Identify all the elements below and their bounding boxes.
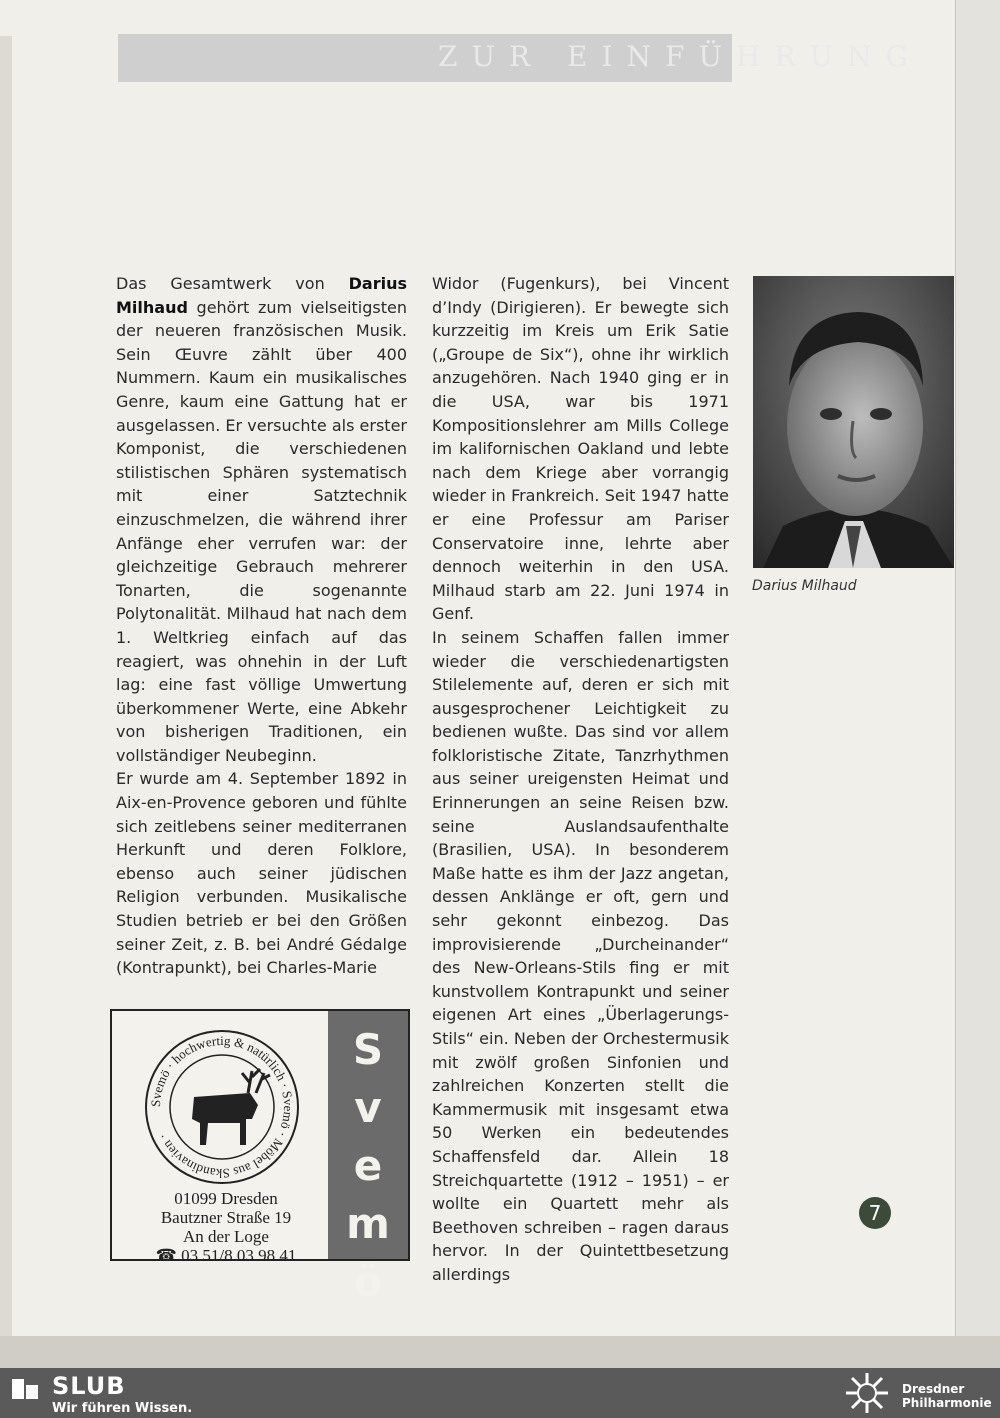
page-edge: [0, 36, 12, 1336]
section-header: [118, 34, 923, 82]
page-right-edge: [955, 0, 1000, 1336]
paragraph: Er wurde am 4. September 1892 in Aix-en-Provence geboren und fühlte sich zeitlebens seiner mediterranen Herkunft und deren Folklore, ebenso auch seiner jüdischen Religion verbunden. Musikalische Studien betrieb er bei den Größen seiner Zeit, z. B. bei André Gédalge (Kontrapunkt), bei Charles-Marie: [116, 769, 407, 978]
slub-logo-icon: [10, 1377, 40, 1401]
slub-name[interactable]: SLUB: [52, 1372, 126, 1400]
slub-tagline: Wir führen Wissen.: [52, 1401, 193, 1416]
partner-name[interactable]: Dresdner Philharmonie: [902, 1382, 992, 1410]
text-column-2: [432, 272, 729, 1287]
paragraph: Widor (Fugenkurs), bei Vincent d’Indy (Dirigieren). Er bewegte sich kurzzeitig im Kreis um Erik Satie („Groupe de Six“), ohne ihr wirklich anzugehören. Nach 1940 ging er in die USA, war bis 1971 Kompositionslehrer am Mills College im kalifornischen Oakland und lebte nach dem Kriege aber vorrangig wieder in Frankreich. Seit 1947 hatte er eine Professur am Pariser Conservatoire inne, lehrte aber dennoch weiterhin in den USA. Milhaud starb am 22. Juni 1974 in Genf.: [432, 274, 729, 624]
svemo-reindeer-logo: [142, 1027, 302, 1187]
brand-vertical-text: S v e m ö: [346, 1025, 390, 1306]
page-bottom-edge: [0, 1336, 1000, 1368]
phone-number: ☎ 03 51/8 03 98 41: [155, 1246, 297, 1265]
section-title: ZUR EINFÜHRUNG: [438, 40, 923, 73]
svemo-advertisement: [110, 1009, 410, 1306]
portrait-photo: [753, 276, 954, 568]
photo-caption: Darius Milhaud: [752, 578, 857, 594]
svg-text:Svemö · hochwertig & natürlich: Svemö · hochwertig & natürlich · Svemö · Möbel aus Skandinavien ·: [147, 1032, 297, 1182]
paragraph: In seinem Schaffen fallen immer wieder die verschiedenartigsten Stilelemente auf, deren er sich mit ausgesprochener Leichtigkeit zu bedienen wußte. Das sind vor allem folkloristische Zitate, Tanzrhythmen aus seiner ureigensten Heimat und Erinnerungen an seine Reisen bzw. seine Auslandsaufenthalte (Brasilien, USA). In besonderem Maße hatte es ihm der Jazz angetan, dessen Anklänge er oft, gern und sehr gekonnt einbezog. Das improvisierende „Durcheinander“ des New-Orleans-Stils fing er mit kunstvollem Kontrapunkt und seiner eigenen Art eines „Überlagerungs-Stils“ ein. Neben der Orchestermusik mit zwölf großen Sinfonien und zahlreichen Konzerten stellt die Kammermusik mit insgesamt etwa 50 Werken ein bedeutendes Schaffensfeld dar. Allein 18 Streichquartette (1912 – 1951) – er wollte ein Quartett mehr als Beethoven schreiben – ragen daraus hervor. In der Quintettbesetzung allerdings: [432, 627, 729, 1284]
store-address: 01099 Dresden Bautzner Straße 19 An der Loge ☎ 03 51/8 03 98 41: [126, 1189, 326, 1265]
composer-name: Darius Milhaud: [116, 274, 407, 317]
dresdner-philharmonie-logo-icon: [842, 1370, 892, 1416]
page-number: 7: [859, 1197, 891, 1229]
brand-strip: [328, 1011, 408, 1306]
text-column-1: [116, 272, 407, 980]
paragraph: Das Gesamtwerk von Darius Milhaud gehört zum vielseitigsten der neueren französischen Musik. Sein Œuvre zählt über 400 Nummern. Kaum ein musikalisches Genre, kaum eine Gattung hat er ausgelassen. Er versuchte als erster Komponist, die verschiedenen stilistischen Sphären systematisch mit einer Satztechnik einzuschmelzen, die während ihrer Anfänge eher verrufen war: der gleichzeitige Gebrauch mehrerer Tonarten, die sogenannte Polytonalität. Milhaud hat nach dem 1. Weltkrieg einfach auf das reagiert, was ohnehin in der Luft lag: eine fast völlige Umwertung überkommener Werte, eine Abkehr von bisherigen Traditionen, ein vollständiger Neubeginn.: [116, 274, 407, 765]
